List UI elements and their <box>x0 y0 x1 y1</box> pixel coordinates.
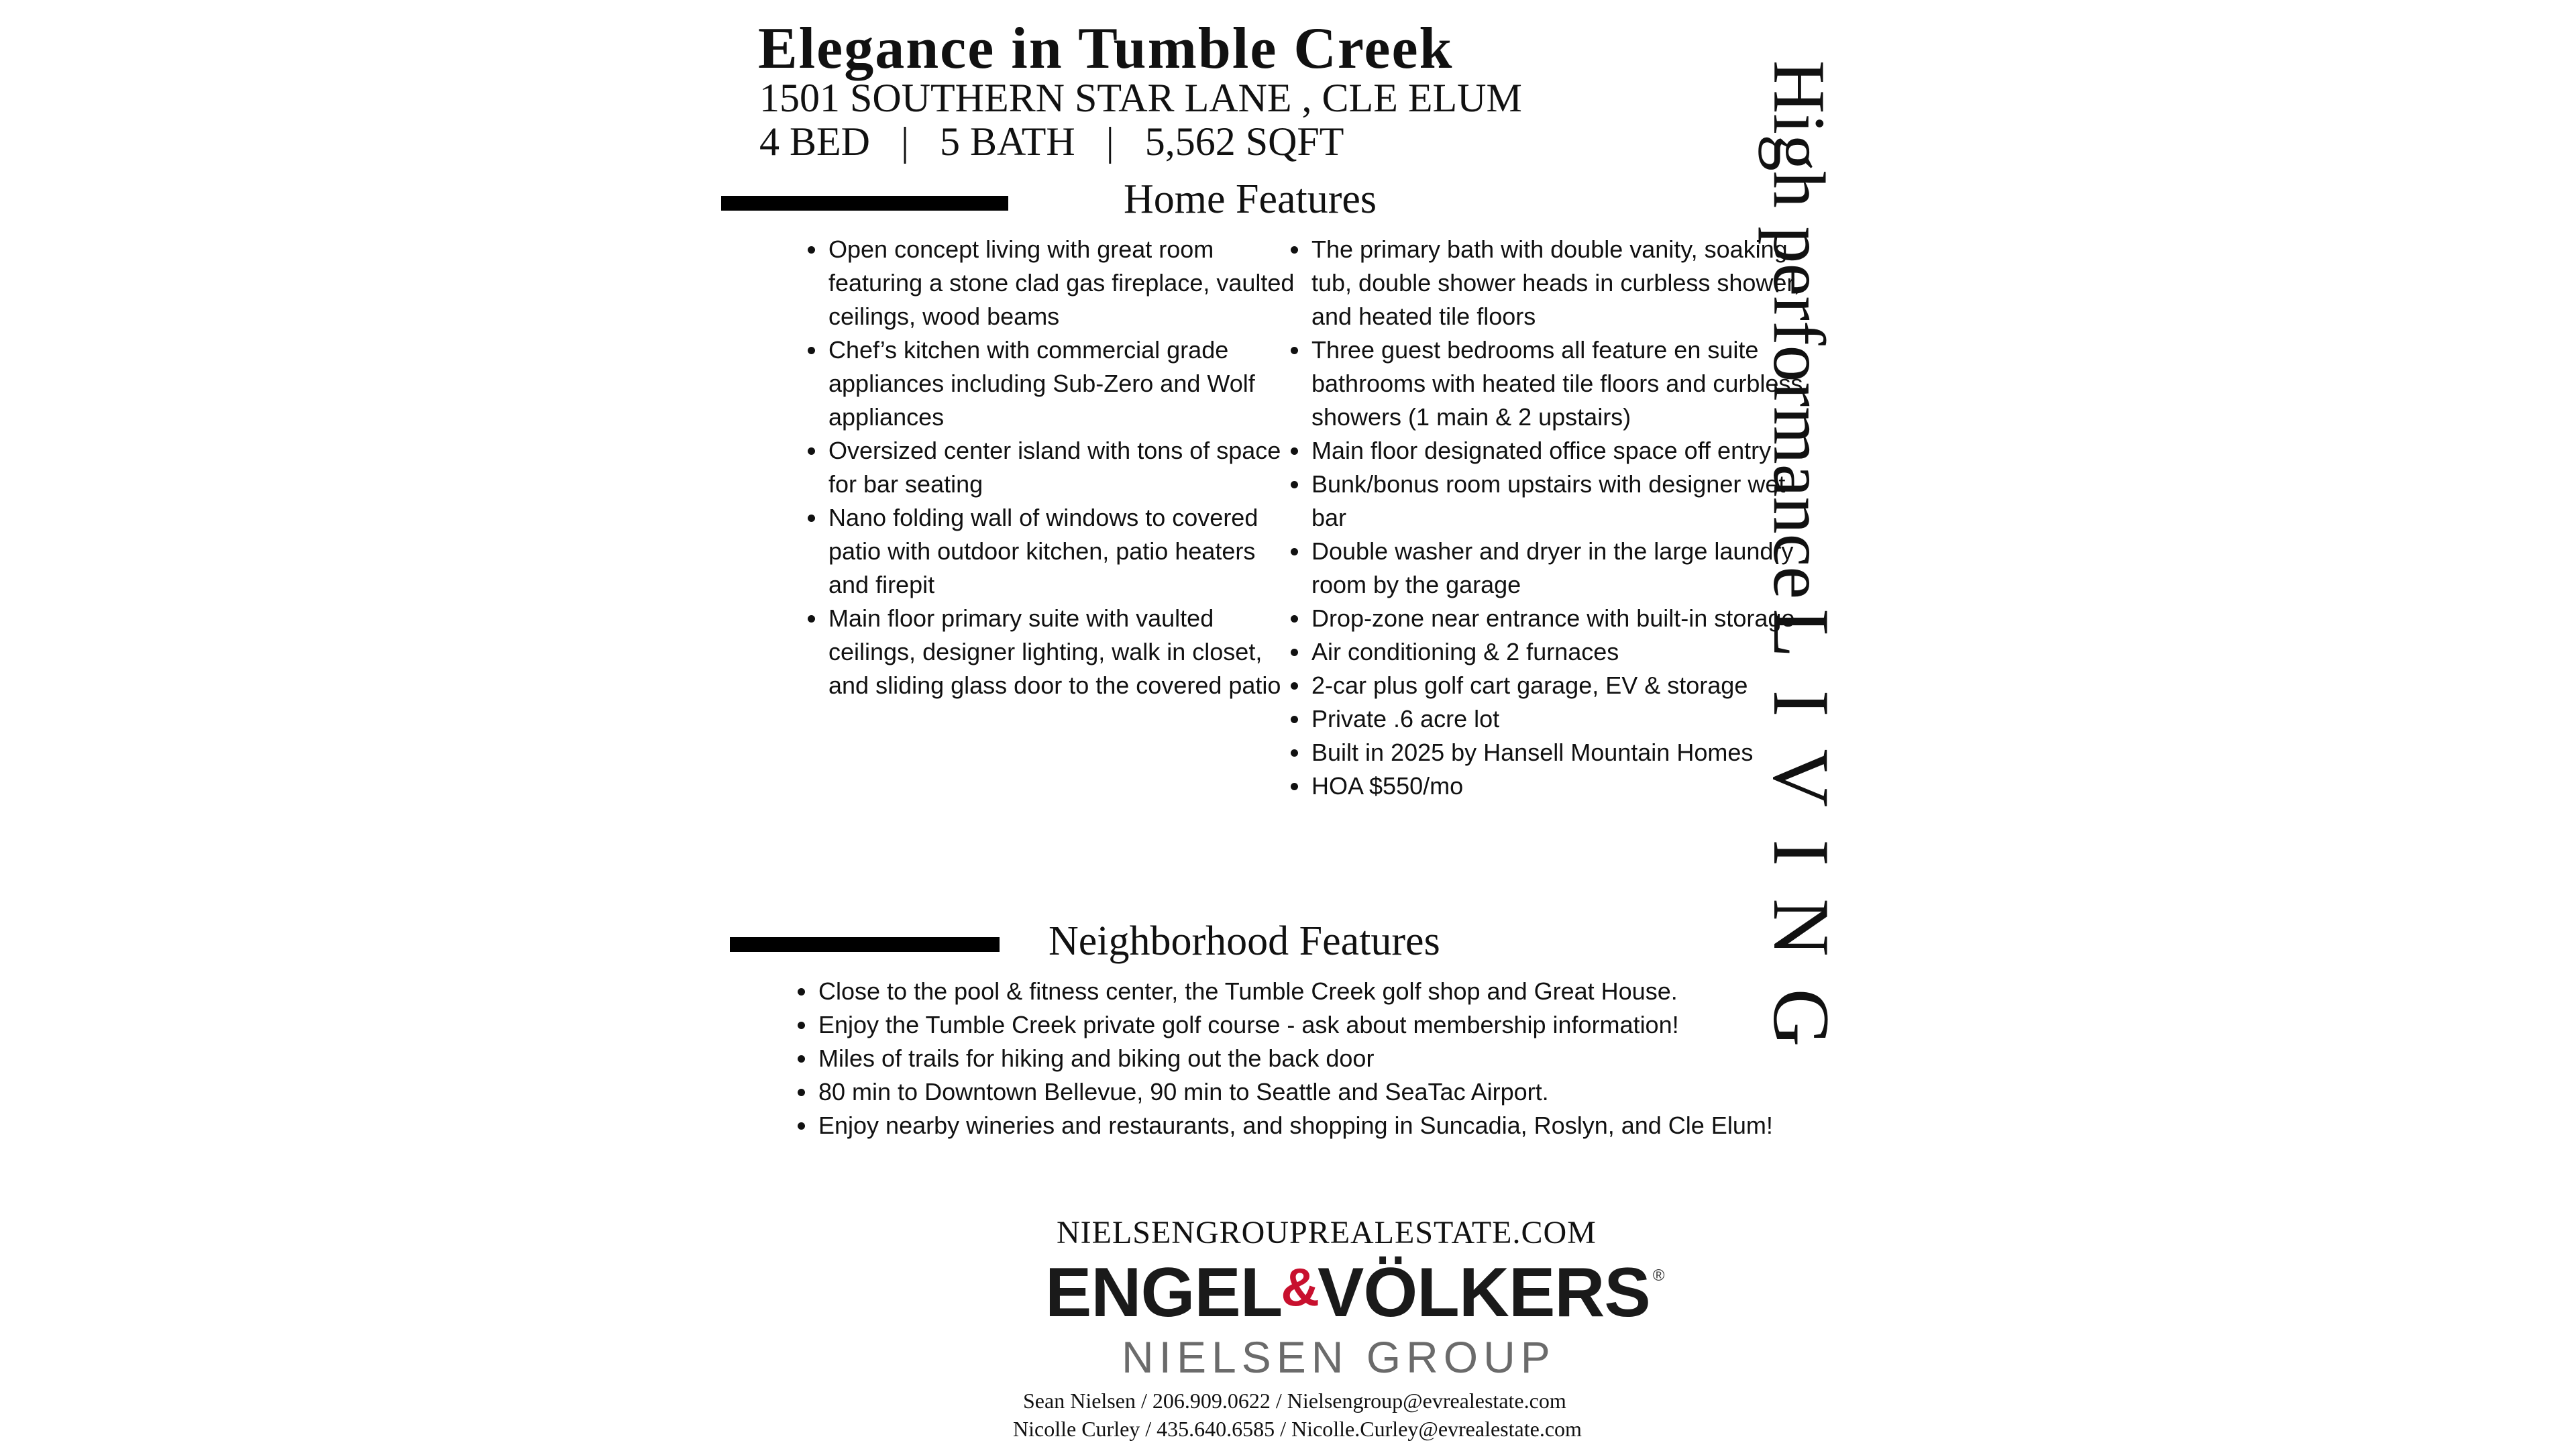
subbrand-name: NIELSEN GROUP <box>1122 1332 1556 1382</box>
home-features-heading: Home Features <box>1124 176 1377 222</box>
property-stats <box>759 119 1344 165</box>
list-item: • Miles of trails for hiking and biking out the back door <box>817 1042 1776 1075</box>
list-item: • Built in 2025 by Hansell Mountain Homes <box>1310 736 1807 769</box>
list-item: • Oversized center island with tons of space for bar seating <box>827 434 1300 501</box>
tagline-text: High performance <box>1758 60 1840 600</box>
list-item: • Bunk/bonus room upstairs with designer wet bar <box>1310 468 1807 535</box>
list-item: • Air conditioning & 2 furnaces <box>1310 635 1807 669</box>
listing-title: Elegance in Tumble Creek <box>758 16 1454 81</box>
registered-mark: ® <box>1652 1267 1664 1285</box>
neighborhood-features-heading: Neighborhood Features <box>1049 918 1440 964</box>
stats-separator: | <box>901 119 910 164</box>
neighborhood-features-rule <box>730 937 1000 952</box>
home-features-right-list <box>1278 233 1807 803</box>
neighborhood-features-list <box>785 975 1776 1142</box>
brand-logo <box>1045 1253 1664 1333</box>
list-item: • Chef’s kitchen with commercial grade appliances including Sub-Zero and Wolf appliances <box>827 333 1300 434</box>
list-item: • Enjoy the Tumble Creek private golf course - ask about membership information! <box>817 1008 1776 1042</box>
list-item: • Double washer and dryer in the large laundry room by the garage <box>1310 535 1807 602</box>
list-item: • The primary bath with double vanity, soaking tub, double shower heads in curbless shower, and heated tile floors <box>1310 233 1807 333</box>
list-item: • Nano folding wall of windows to covered patio with outdoor kitchen, patio heaters and firepit <box>827 501 1300 602</box>
list-item: • Main floor primary suite with vaulted ceilings, designer lighting, walk in closet, and sliding glass door to the covered patio <box>827 602 1300 702</box>
list-item: • 2-car plus golf cart garage, EV & storage <box>1310 669 1807 702</box>
beds-count: 4 BED <box>759 119 870 164</box>
brand-name-part1: ENGEL <box>1045 1254 1283 1332</box>
list-item: • 80 min to Downtown Bellevue, 90 min to Seattle and SeaTac Airport. <box>817 1075 1776 1109</box>
list-item: • Three guest bedrooms all feature en suite bathrooms with heated tile floors and curbless showers (1 main & 2 upstairs) <box>1310 333 1807 434</box>
sqft-count: 5,562 SQFT <box>1144 119 1344 164</box>
tagline-emphasis: LIVING <box>1757 608 1846 1079</box>
brand-name-part2: VÖLKERS <box>1318 1254 1650 1332</box>
vertical-tagline <box>1757 60 1846 1079</box>
list-item: • Close to the pool & fitness center, the Tumble Creek golf shop and Great House. <box>817 975 1776 1008</box>
contact-line: Sean Nielsen / 206.909.0622 / Nielsengroup@evrealestate.com <box>1023 1389 1566 1413</box>
list-item: • Open concept living with great room featuring a stone clad gas fireplace, vaulted ceilings, wood beams <box>827 233 1300 333</box>
list-item: • Main floor designated office space off entry <box>1310 434 1807 468</box>
list-item: • Private .6 acre lot <box>1310 702 1807 736</box>
home-features-rule <box>721 196 1008 211</box>
list-item: • Drop-zone near entrance with built-in storage <box>1310 602 1807 635</box>
property-address: 1501 SOUTHERN STAR LANE , CLE ELUM <box>759 76 1522 120</box>
contact-line: Nicolle Curley / 435.640.6585 / Nicolle.Curley@evrealestate.com <box>1013 1417 1582 1441</box>
website-link[interactable]: NIELSENGROUPREALESTATE.COM <box>1057 1215 1597 1250</box>
list-item: • HOA $550/mo <box>1310 769 1807 803</box>
list-item: • Enjoy nearby wineries and restaurants, and shopping in Suncadia, Roslyn, and Cle Elum! <box>817 1109 1776 1142</box>
baths-count: 5 BATH <box>940 119 1075 164</box>
stats-separator: | <box>1106 119 1114 164</box>
home-features-left-list <box>795 233 1300 702</box>
brand-ampersand: & <box>1281 1257 1320 1317</box>
